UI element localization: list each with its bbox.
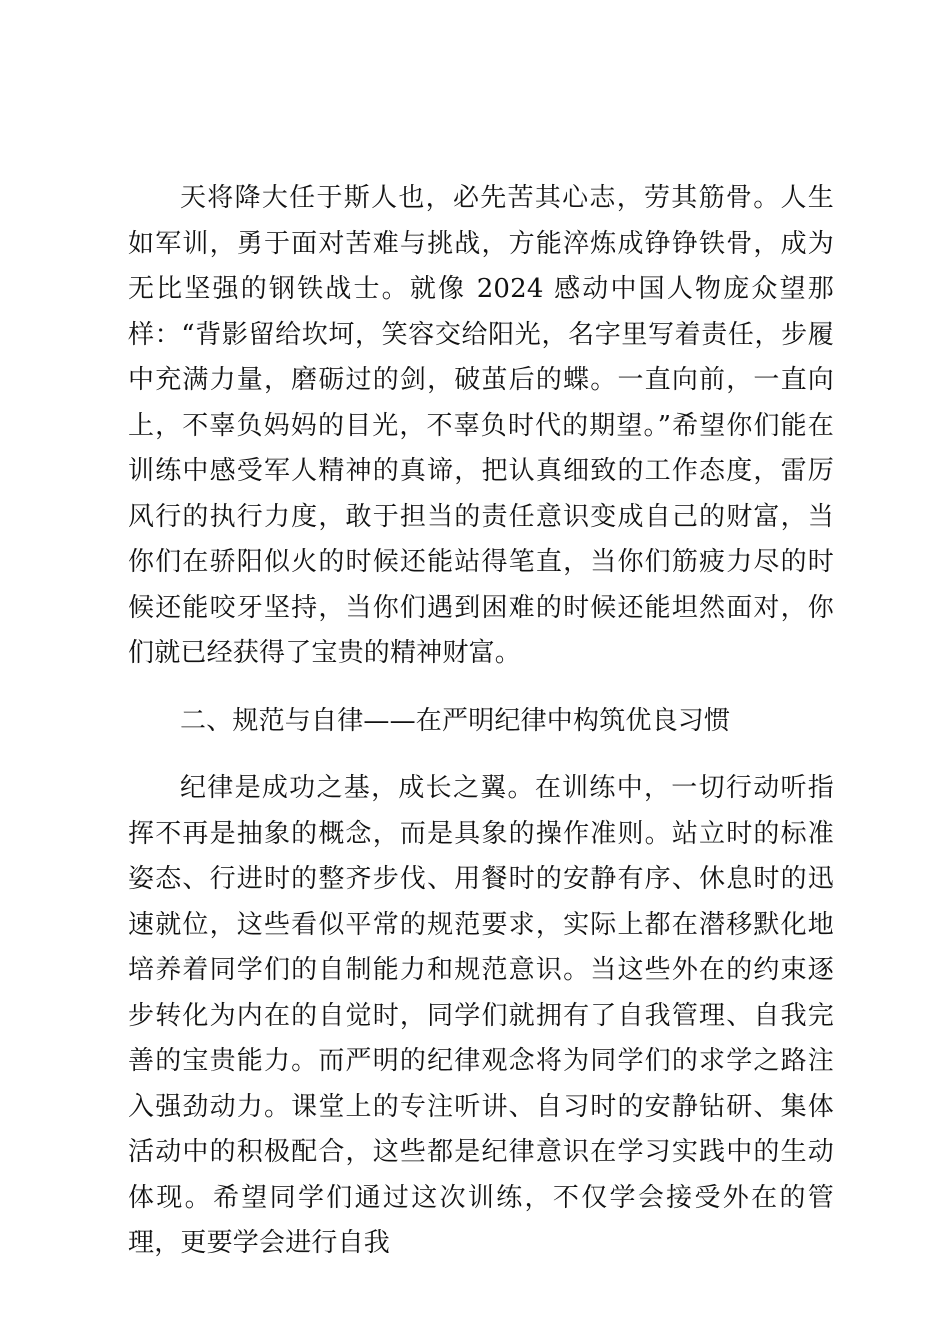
body-paragraph-discipline: 纪律是成功之基，成长之翼。在训练中，一切行动听指挥不再是抽象的概念，而是具象的操作准则。站立时的标准姿态、行进时的整齐步伐、用餐时的安静有序、休息时的迅速就位，这些看似平常的规范要求，实际上都在潜移默化地培养着同学们的自制能力和规范意识。当这些外在的约束逐步转化为内在的自觉时，同学们就拥有了自我管理、自我完善的宝贵能力。而严明的纪律观念将为同学们的求学之路注入强劲动力。课堂上的专注听讲、自习时的安静钻研、集体活动中的积极配合，这些都是纪律意识在学习实践中的生动体现。希望同学们通过这次训练，不仅学会接受外在的管理，更要学会进行自我 xyxy=(128,773,834,1258)
body-paragraph-military-spirit: 天将降大任于斯人也，必先苦其心志，劳其筋骨。人生如军训，勇于面对苦难与挑战，方能淬炼成铮铮铁骨，成为无比坚强的钢铁战士。就像 2024 感动中国人物庞众望那样：“背影留给坎坷，笑容交给阳光，名字里写着责任，步履中充满力量，磨砺过的剑，破茧后的蝶。一直向前，一直向上，不辜负妈妈的目光，不辜负时代的期望。”希望你们能在训练中感受军人精神的真谛，把认真细致的工作态度，雷厉风行的执行力度，敢于担当的责任意识变成自己的财富，当你们在骄阳似火的时候还能站得笔直，当你们筋疲力尽的时候还能咬牙坚持，当你们遇到困难的时候还能坦然面对，你们就已经获得了宝贵的精神财富。 xyxy=(128,183,834,668)
document-body xyxy=(128,176,834,1267)
section-heading-discipline: 二、规范与自律——在严明纪律中构筑优良习惯 xyxy=(180,705,731,736)
